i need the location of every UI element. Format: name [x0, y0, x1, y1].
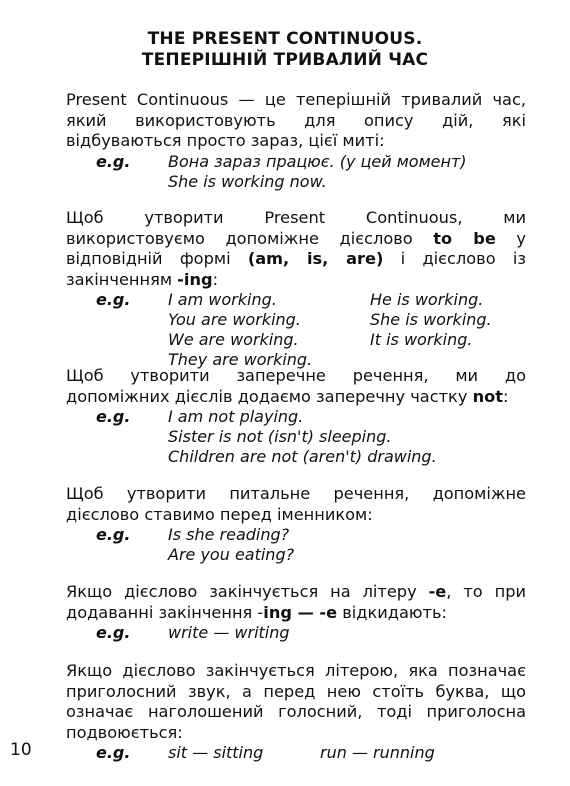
example-row — [66, 172, 526, 192]
page-title-english: THE PRESENT CONTINUOUS. — [147, 29, 423, 49]
formation-text-part: і дієслово із закінченням — [66, 249, 526, 289]
formation-bold-ing: -ing — [177, 269, 213, 289]
eg-label: e.g. — [96, 407, 131, 426]
example-row — [66, 152, 526, 172]
rule-e-text-part: , то при додаванні закінчення - — [66, 582, 526, 622]
rule-e-bold-ing: ing — -e — [263, 602, 338, 622]
example-text: Is she reading? — [168, 525, 290, 544]
example-text: Sister is not (isn't) sleeping. — [168, 427, 392, 446]
rule-e-bold-e: -е — [428, 582, 447, 601]
example-text: She is working now. — [168, 171, 327, 191]
example-text: We are working. — [168, 330, 299, 349]
rule-double-text: Якщо дієслово закінчується літерою, яка позначає приголосний звук, а перед нею стоїть буква, що означає наголошений голосний, тоді приголосна подвоюється: — [66, 661, 526, 742]
example-text: Are you eating? — [168, 545, 295, 564]
eg-label: e.g. — [96, 290, 131, 309]
example-row — [66, 290, 526, 310]
example-text: sit — sitting — [168, 743, 264, 762]
rule-e-text — [66, 582, 526, 623]
definition-text: Present Continuous — це теперішній тривалий час, який використовують для опису дій, які відбуваються просто зараз, цієї миті: — [66, 90, 526, 150]
formation-bold-forms: (am, is, are) — [247, 249, 384, 268]
example-row — [66, 447, 526, 467]
page-number: 10 — [10, 740, 32, 760]
section-formation — [66, 208, 526, 370]
example-row — [66, 427, 526, 447]
formation-bold-to-be: to be — [433, 228, 496, 248]
example-row — [66, 407, 526, 427]
question-text: Щоб утворити питальне речення, допоміжне дієслово ставимо перед іменником: — [66, 484, 526, 524]
formation-text-part: Щоб утворити Present Continuous, ми використовуємо допоміжне дієслово — [66, 208, 526, 248]
eg-label: e.g. — [96, 743, 131, 762]
section-definition — [66, 90, 526, 192]
negative-text-part: : — [502, 386, 509, 406]
page-title-ukrainian: ТЕПЕРІШНІЙ ТРИВАЛИЙ ЧАС — [141, 50, 429, 70]
rule-e-text-part: відкидають: — [337, 602, 447, 622]
negative-text — [66, 366, 526, 407]
example-row — [66, 525, 526, 545]
example-text: Children are not (aren't) drawing. — [168, 447, 437, 466]
example-row — [66, 310, 526, 330]
section-rule-e — [66, 582, 526, 643]
negative-bold-not: not — [472, 386, 503, 406]
example-row — [66, 743, 526, 763]
example-text: They are working. — [168, 350, 313, 369]
example-row — [66, 330, 526, 350]
example-row — [66, 545, 526, 565]
eg-label: e.g. — [96, 525, 131, 544]
example-text: I am not playing. — [168, 407, 304, 426]
eg-label: e.g. — [96, 151, 131, 171]
example-text: You are working. — [168, 310, 301, 329]
example-text: I am working. — [168, 290, 277, 309]
formation-text-part: у відповідній формі — [66, 228, 526, 268]
example-row — [66, 623, 526, 643]
example-text: She is working. — [370, 310, 492, 329]
formation-text — [66, 208, 526, 290]
eg-label: e.g. — [96, 623, 131, 642]
example-text: run — running — [320, 743, 435, 762]
rule-e-text-part: Якщо дієслово закінчується на літеру — [66, 582, 429, 601]
example-text: He is working. — [370, 290, 484, 309]
example-text: It is working. — [370, 330, 473, 349]
negative-text-part: Щоб утворити заперечне речення, ми до допоміжних дієслів додаємо заперечну частку — [66, 366, 526, 406]
example-text: write — writing — [168, 623, 290, 642]
formation-text-part: : — [212, 269, 219, 289]
example-text: Вона зараз працює. (у цей момент) — [168, 151, 467, 171]
section-negative — [66, 366, 526, 467]
section-question — [66, 484, 526, 565]
section-rule-double — [66, 661, 526, 763]
